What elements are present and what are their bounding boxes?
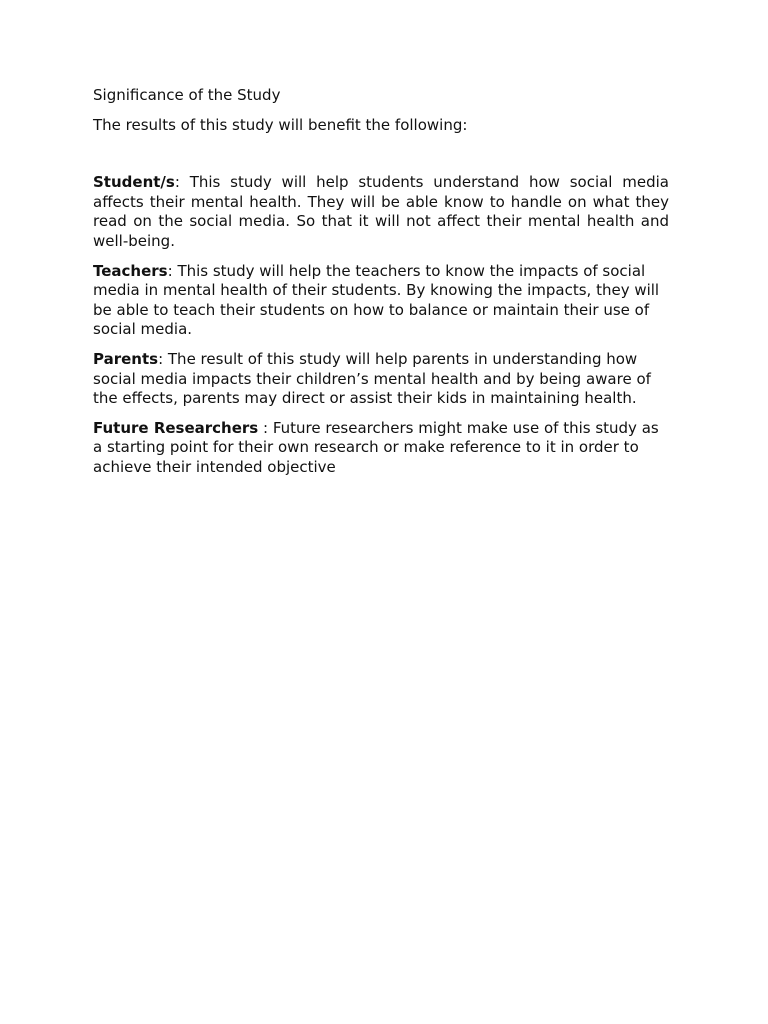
beneficiary-text: This study will help students understand how social media affects their mental health. They will be able know to handle on what they read on the social media. So that it will not affect their mental health and well-being. <box>93 173 669 250</box>
beneficiary-text: The result of this study will help parents in understanding how social media impacts their children’s mental health and by being aware of the effects, parents may direct or assist their kids in maintaining health. <box>93 349 651 408</box>
beneficiary-separator: : <box>174 173 180 192</box>
intro-text: The results of this study will benefit the following: <box>93 115 468 134</box>
section-heading: Significance of the Study <box>93 86 281 104</box>
beneficiary-term: Parents <box>93 349 159 368</box>
beneficiary-term: Student/s <box>93 173 175 192</box>
beneficiary-students <box>93 173 669 251</box>
beneficiary-text: Future researchers might make use of this study as a starting point for their own research or make reference to it in order to achieve their intended objective <box>93 418 659 476</box>
beneficiary-parents <box>93 350 669 409</box>
beneficiary-text: This study will help the teachers to know the impacts of social media in mental health of their students. By knowing the impacts, they will be able to teach their students on how to balance or maintain their use of social media. <box>93 261 660 339</box>
beneficiary-teachers <box>93 262 669 340</box>
beneficiary-future-researchers <box>93 419 669 478</box>
document-page <box>93 86 669 488</box>
beneficiary-term: Teachers <box>93 261 168 280</box>
beneficiary-separator: : <box>167 261 173 280</box>
beneficiary-separator: : <box>258 418 269 437</box>
beneficiary-term: Future Researchers <box>93 418 259 437</box>
beneficiary-separator: : <box>158 349 164 368</box>
